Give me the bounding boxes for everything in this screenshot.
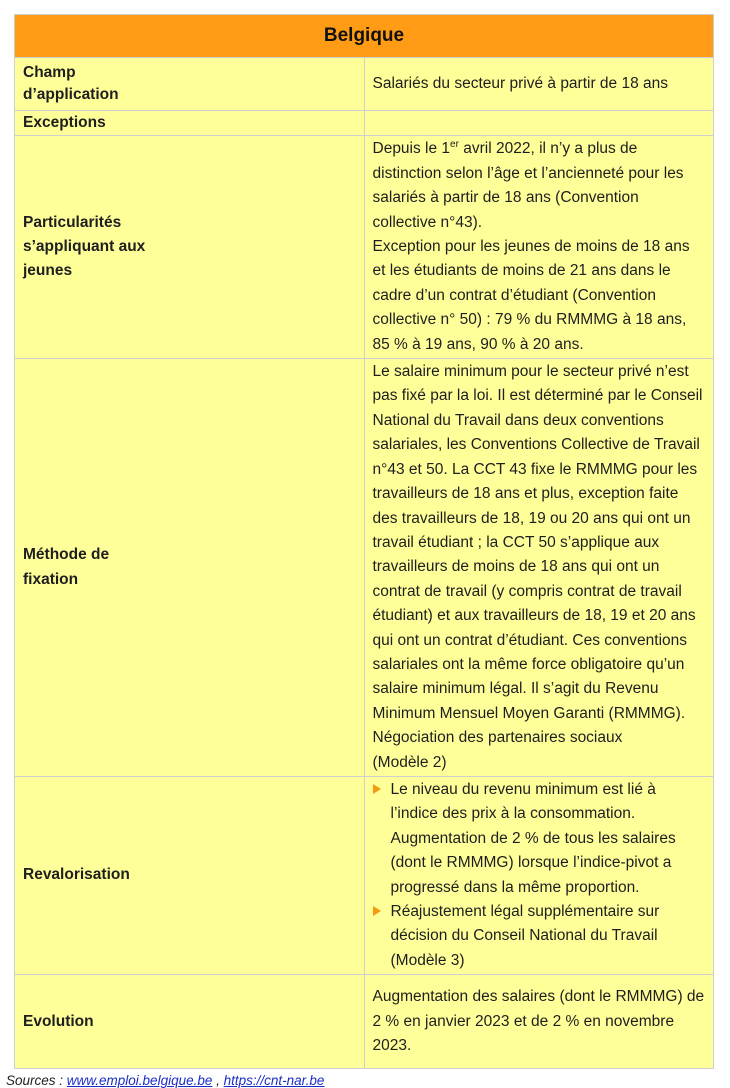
table-title: Belgique [15, 15, 714, 58]
row-value-particularites [364, 136, 714, 359]
table-row-particularites [15, 136, 714, 359]
country-table-container [6, 14, 714, 1088]
revalorisation-list [373, 778, 706, 973]
row-value-exceptions [364, 111, 714, 136]
row-label-methode: Méthode de fixation [15, 359, 365, 777]
table-header-row [15, 15, 714, 58]
sources-line: Sources : www.emploi.belgique.be , https://cnt-nar.be [6, 1073, 325, 1088]
table-row-evolution [15, 975, 714, 1069]
row-value-champ: Salariés du secteur privé à partir de 18 ans [364, 58, 714, 111]
row-label-revalorisation: Revalorisation [15, 776, 365, 974]
minimum-wage-table [14, 14, 714, 1069]
list-item: Le niveau du revenu minimum est lié à l’indice des prix à la consommation. Augmentation de 2 % de tous les salaires (dont le RMMMG) lorsque l’indice-pivot a progressé dans la même proportion. [373, 778, 706, 900]
particularites-paragraph-1: Depuis le 1er avril 2022, il n’y a plus de distinction selon l’âge et l’ancienneté pour les salariés à partir de 18 ans (Convention collective n°43). [372, 139, 684, 231]
row-label-champ: Champ d’application [15, 58, 365, 111]
source-link-cnt[interactable]: https://cnt-nar.be [223, 1073, 325, 1088]
row-label-particularites: Particularités s’appliquant aux jeunes [15, 136, 365, 359]
list-item: Réajustement légal supplémentaire sur décision du Conseil National du Travail (Modèle 3) [373, 900, 706, 973]
particularites-paragraph-2: Exception pour les jeunes de moins de 18 ans et les étudiants de moins de 21 ans dans le cadre d’un contrat d’étudiant (Convention collective n° 50) : 79 % du RMMMG à 18 ans, 85 % à 19 ans, 90 % à 20 ans. [372, 238, 690, 353]
table-row-exceptions [15, 111, 714, 136]
table-row-methode [15, 359, 714, 777]
methode-paragraph-2: Négociation des partenaires sociaux [372, 729, 623, 747]
row-value-revalorisation [364, 776, 714, 974]
orange-triangle-arrow-icon [373, 784, 381, 794]
methode-paragraph-1: Le salaire minimum pour le secteur privé n’est pas fixé par la loi. Il est déterminé par le Conseil National du Travail dans deux conventions salariales, les Conventions Collective de Travail n°43 et 50. La CCT 43 fixe le RMMMG pour les travailleurs de 18 ans et plus, exception faite des travailleurs de 18, 19 ou 20 ans qui ont un travail étudiant ; la CCT 50 s’applique aux travailleurs de moins de 18 ans qui ont un contrat de travail (y compris contrat de travail étudiant) et aux travailleurs de 18, 19 et 20 ans qui ont un contrat d’étudiant. Ces conventions salariales ont la même force obligatoire qu’un salaire minimum légal. Il s’agit du Revenu Minimum Mensuel Moyen Garanti (RMMMG). [372, 363, 703, 722]
methode-paragraph-3: (Modèle 2) [372, 753, 447, 771]
row-value-methode [364, 359, 714, 777]
row-label-exceptions: Exceptions [15, 111, 365, 136]
row-value-evolution: Augmentation des salaires (dont le RMMMG) de 2 % en janvier 2023 et de 2 % en novembre 2023. [364, 975, 714, 1069]
row-label-evolution: Evolution [15, 975, 365, 1069]
table-row-champ [15, 58, 714, 111]
table-row-revalorisation [15, 776, 714, 974]
source-link-emploi[interactable]: www.emploi.belgique.be [66, 1073, 213, 1088]
